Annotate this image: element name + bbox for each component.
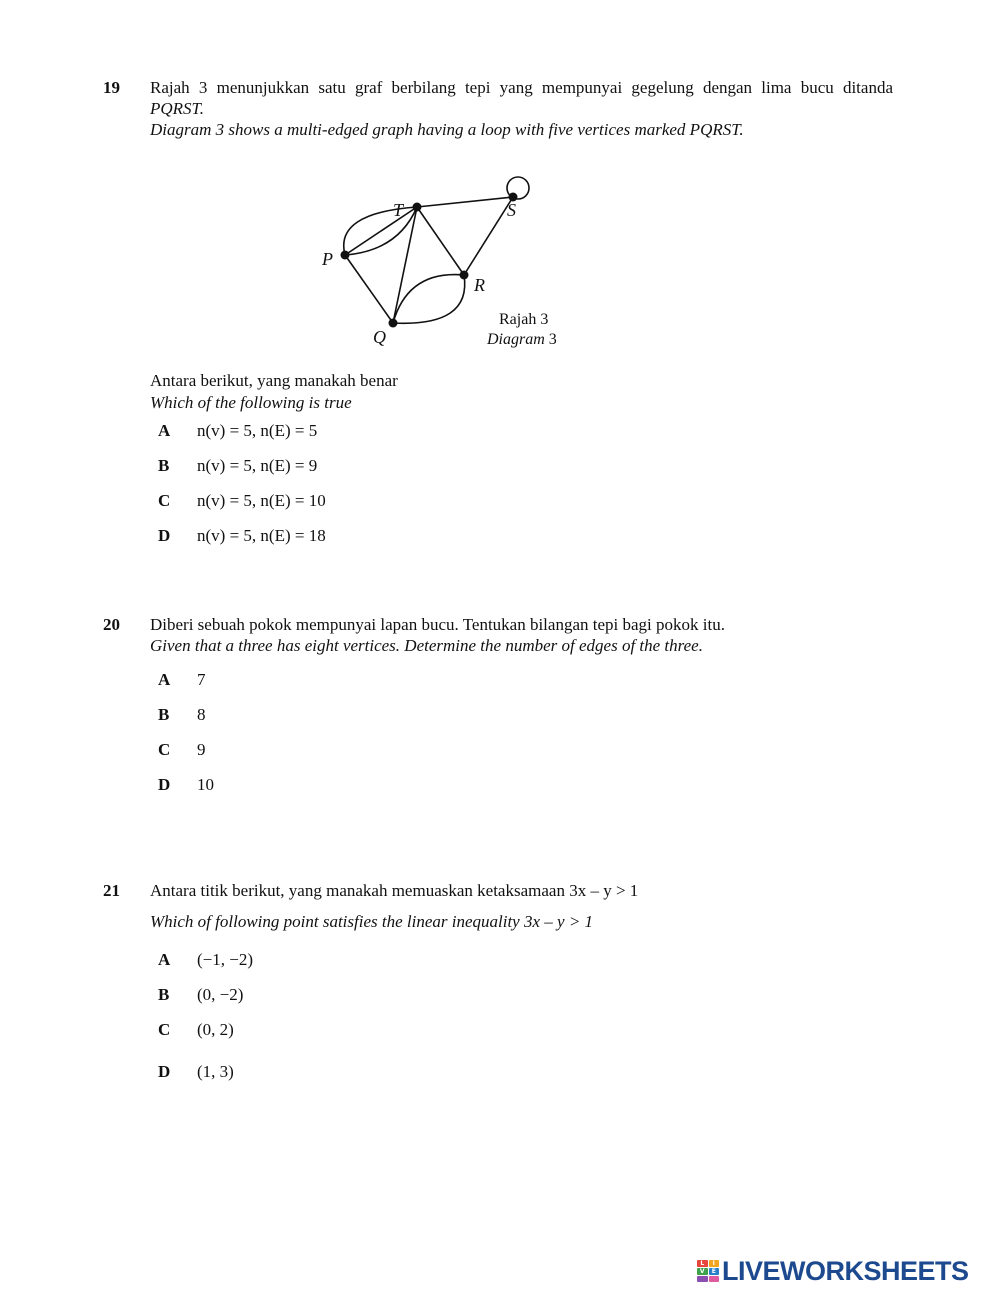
edge-t-s bbox=[417, 197, 513, 207]
q19-option-a-letter[interactable]: A bbox=[158, 421, 171, 440]
q21-option-d-letter[interactable]: D bbox=[158, 1062, 171, 1081]
question-21-english: Which of following point satisfies the linear inequality 3x – y > 1 bbox=[150, 912, 594, 931]
edge-p-t-straight bbox=[345, 207, 417, 255]
label-t: T bbox=[393, 200, 404, 220]
q19-option-d-letter[interactable]: D bbox=[158, 526, 171, 545]
question-19-prompt-english: Which of the following is true bbox=[150, 393, 352, 412]
question-19-malay-line1: Rajah 3 menunjukkan satu graf berbilang tepi yang mempunyai gegelung dengan lima bucu ditanda bbox=[150, 78, 893, 97]
q19-option-b-text[interactable]: n(v) = 5, n(E) = 9 bbox=[197, 456, 318, 475]
q19-option-d-text[interactable]: n(v) = 5, n(E) = 18 bbox=[197, 526, 326, 545]
q19-option-c-text[interactable]: n(v) = 5, n(E) = 10 bbox=[197, 491, 326, 510]
label-q: Q bbox=[373, 327, 386, 347]
vertex-t bbox=[413, 203, 422, 212]
logo-grid-icon: L I V E bbox=[697, 1260, 719, 1282]
q19-option-b-letter[interactable]: B bbox=[158, 456, 170, 475]
caption-english-num: 3 bbox=[548, 331, 557, 348]
q20-option-c-text[interactable]: 9 bbox=[197, 740, 206, 759]
question-20-number: 20 bbox=[103, 615, 120, 634]
label-r: R bbox=[474, 275, 485, 295]
graph-diagram bbox=[300, 170, 600, 355]
q19-option-c-letter[interactable]: C bbox=[158, 491, 171, 510]
q21-option-a-text[interactable]: (−1, −2) bbox=[197, 950, 253, 969]
q20-option-b-text[interactable]: 8 bbox=[197, 705, 206, 724]
edge-q-r-curve-upper bbox=[393, 275, 464, 323]
q21-option-d-text[interactable]: (1, 3) bbox=[197, 1062, 234, 1081]
edge-t-r bbox=[417, 207, 464, 275]
edge-s-r bbox=[464, 197, 513, 275]
q21-option-c-text[interactable]: (0, 2) bbox=[197, 1020, 234, 1039]
q20-option-c-letter[interactable]: C bbox=[158, 740, 171, 759]
label-p: P bbox=[322, 249, 333, 269]
label-s: S bbox=[507, 200, 516, 220]
caption-english-word: Diagram bbox=[487, 331, 545, 348]
q20-option-a-text[interactable]: 7 bbox=[197, 670, 206, 689]
question-21-number: 21 bbox=[103, 881, 120, 900]
q20-option-d-letter[interactable]: D bbox=[158, 775, 171, 794]
q20-option-b-letter[interactable]: B bbox=[158, 705, 170, 724]
q20-option-a-letter[interactable]: A bbox=[158, 670, 171, 689]
question-19-malay-line2: PQRST. bbox=[150, 99, 204, 118]
svg-text:Diagram 3 bbox=[486, 331, 557, 348]
q20-option-d-text[interactable]: 10 bbox=[197, 775, 214, 794]
q21-option-c-letter[interactable]: C bbox=[158, 1020, 171, 1039]
q21-option-a-letter[interactable]: A bbox=[158, 950, 171, 969]
vertex-p bbox=[341, 251, 350, 260]
q21-option-b-letter[interactable]: B bbox=[158, 985, 170, 1004]
question-20-english: Given that a three has eight vertices. Determine the number of edges of the three. bbox=[150, 636, 703, 655]
logo-text: LIVEWORKSHEETS bbox=[722, 1255, 969, 1286]
q19-option-a-text[interactable]: n(v) = 5, n(E) = 5 bbox=[197, 421, 318, 440]
edge-p-q bbox=[345, 255, 393, 323]
liveworksheets-logo bbox=[697, 1255, 969, 1287]
question-19-prompt-malay: Antara berikut, yang manakah benar bbox=[150, 371, 398, 390]
caption-malay: Rajah 3 bbox=[499, 311, 549, 328]
q21-option-b-text[interactable]: (0, −2) bbox=[197, 985, 244, 1004]
question-20-malay: Diberi sebuah pokok mempunyai lapan bucu. Tentukan bilangan tepi bagi pokok itu. bbox=[150, 615, 725, 634]
vertex-r bbox=[460, 271, 469, 280]
edge-t-q bbox=[393, 207, 417, 323]
question-21-malay: Antara titik berikut, yang manakah memuaskan ketaksamaan 3x – y > 1 bbox=[150, 881, 639, 900]
question-19-number: 19 bbox=[103, 78, 120, 97]
vertex-q bbox=[389, 319, 398, 328]
question-19-english: Diagram 3 shows a multi-edged graph having a loop with five vertices marked PQRST. bbox=[150, 120, 744, 139]
